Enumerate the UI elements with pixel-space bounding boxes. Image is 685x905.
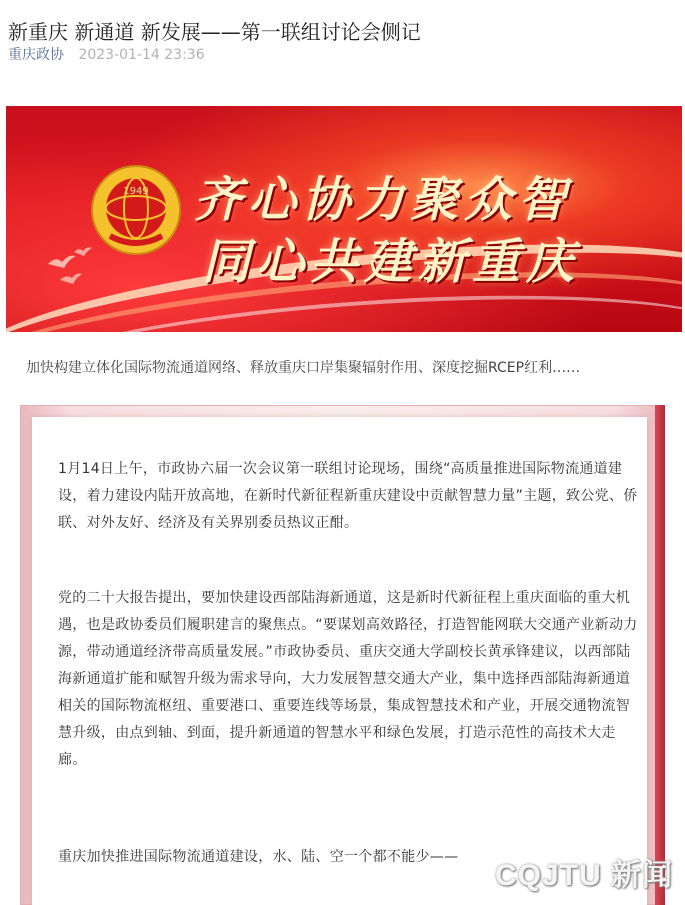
paragraph-2: 党的二十大报告提出，要加快建设西部陆海新通道，这是新时代新征程上重庆面临的重大机遇，也是政协委员们履职建言的聚焦点。“要谋划高效路径，打造智能网联大交通产业新动力源，带动通道经济带高质量发展。”市政协委员、重庆交通大学副校长黄承锋建议，以西部陆海新通道扩能和赋智升级为需求导向，大力发展智慧交通大产业，集中选择西部陆海新通道相关的国际物流枢纽、重要港口、重要连线等场景，集成智慧技术和产业，开展交通物流智慧升级，由点到轴、到面，提升新通道的智慧水平和绿色发展，打造示范性的高技术大走廊。 <box>58 590 638 768</box>
article-title: 新重庆 新通道 新发展——第一联组讨论会侧记 <box>8 20 421 45</box>
publish-time: 2023-01-14 23:36 <box>78 47 205 63</box>
paragraph-1: 1月14日上午，市政协六届一次会议第一联组讨论现场，围绕“高质量推进国际物流通道建设，着力建设内陆开放高地，在新时代新征程新重庆建设中贡献智慧力量”主题，致公党、侨联、对外友好、经济及有关界别委员热议正酣。 <box>58 461 638 531</box>
cppcc-banner-image <box>6 106 682 332</box>
article-summary: 加快构建立体化国际物流通道网络、释放重庆口岸集聚辐射作用、深度挖掘RCEP红利…… <box>26 360 581 376</box>
banner-slogan-line1: 齐心协力聚众智 <box>194 172 573 228</box>
paragraph-3: 重庆加快推进国际物流通道建设，水、陆、空一个都不能少—— <box>58 849 459 865</box>
banner-slogan-line2: 同心共建新重庆 <box>202 234 581 290</box>
article-meta <box>8 46 205 64</box>
account-name-link[interactable]: 重庆政协 <box>8 47 64 63</box>
cppcc-emblem-icon <box>90 164 182 256</box>
svg-text:1949: 1949 <box>123 186 149 197</box>
cqjtu-news-watermark: CQJTU 新闻 <box>494 859 673 892</box>
